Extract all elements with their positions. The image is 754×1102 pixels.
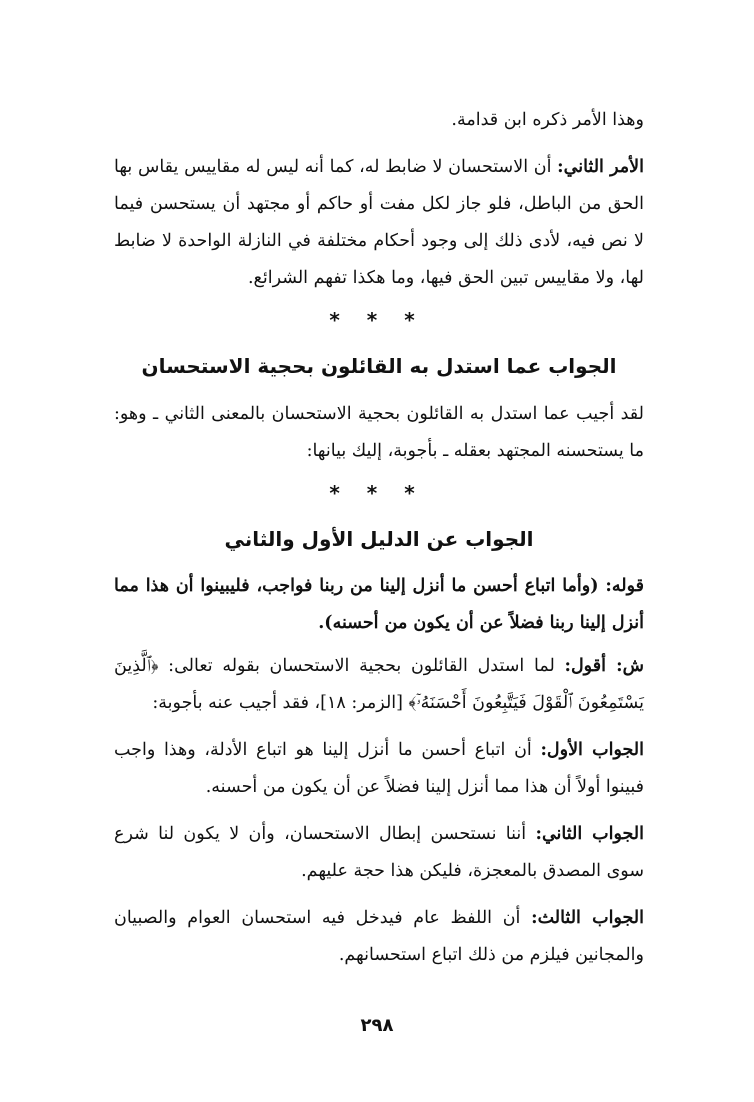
paragraph-ibn-qudama	[114, 102, 644, 139]
paragraph-text: أن اتباع أحسن ما أنزل إلينا هو اتباع الأدلة، وهذا واجب فبينوا أولاً أن هذا مما أنزل إلينا فضلاً عن أن يكون من أحسنه.	[114, 740, 644, 797]
paragraph-text: (وأما اتباع أحسن ما أنزل إلينا من ربنا فواجب، فليبينوا أن هذا مما أنزل إلينا ربنا فضلاً عن أن يكون من أحسنه).	[114, 576, 644, 633]
paragraph-label: ش: أقول:	[564, 656, 645, 676]
paragraph-text: أن الاستحسان لا ضابط له، كما أنه ليس له مقاييس يقاس بها الحق من الباطل، فلو جاز لكل مفت أو حاكم أو مجتهد أن يستحسن فيما لا نص فيه، لأدى ذلك إلى وجود أحكام مختلفة في النازلة الواحدة لا ضابط لها، ولا مقاييس تبين الحق فيها، وما هكذا تفهم الشرائع.	[114, 157, 644, 288]
paragraph-third-answer	[114, 900, 644, 974]
paragraph-first-answer	[114, 732, 644, 806]
paragraph-text: وهذا الأمر ذكره ابن قدامة.	[451, 110, 644, 130]
paragraph-quote	[114, 568, 644, 642]
section-heading: الجواب عما استدل به القائلون بحجية الاستحسان	[141, 354, 617, 378]
paragraph-label: الجواب الثالث:	[531, 908, 645, 928]
section-heading: الجواب عن الدليل الأول والثاني	[224, 527, 534, 551]
paragraph-commentary	[114, 648, 644, 722]
paragraph-label: الجواب الثاني:	[535, 824, 644, 844]
paragraph-label: قوله:	[605, 576, 644, 596]
paragraph-label: الأمر الثاني:	[557, 157, 644, 177]
section-separator: * * *	[329, 308, 425, 332]
paragraph-text: لقد أجيب عما استدل به القائلون بحجية الاستحسان بالمعنى الثاني ـ وهو: ما يستحسنه المجتهد بعقله ـ بأجوبة، إليك بيانها:	[114, 404, 644, 461]
paragraph-text: أننا نستحسن إبطال الاستحسان، وأن لا يكون لنا شرع سوى المصدق بالمعجزة، فليكن هذا حجة عليهم.	[114, 824, 644, 881]
section-separator: * * *	[329, 481, 425, 505]
paragraph-text: أن اللفظ عام فيدخل فيه استحسان العوام والصبيان والمجانين فيلزم من ذلك اتباع استحسانهم.	[114, 908, 644, 965]
paragraph-text: لما استدل القائلون بحجية الاستحسان بقوله تعالى: ﴿ٱلَّذِينَ يَسْتَمِعُونَ ٱلْقَوْلَ فَيَتَّبِعُونَ أَحْسَنَهُۥٓ﴾ [الزمر: ١٨]، فقد أجيب عنه بأجوبة:	[114, 656, 644, 713]
paragraph-answers-intro	[114, 396, 644, 470]
paragraph-label: الجواب الأول:	[540, 740, 644, 760]
page-number: ٢٩٨	[360, 1015, 394, 1036]
paragraph-second-answer	[114, 816, 644, 890]
paragraph-second-matter	[114, 149, 644, 297]
